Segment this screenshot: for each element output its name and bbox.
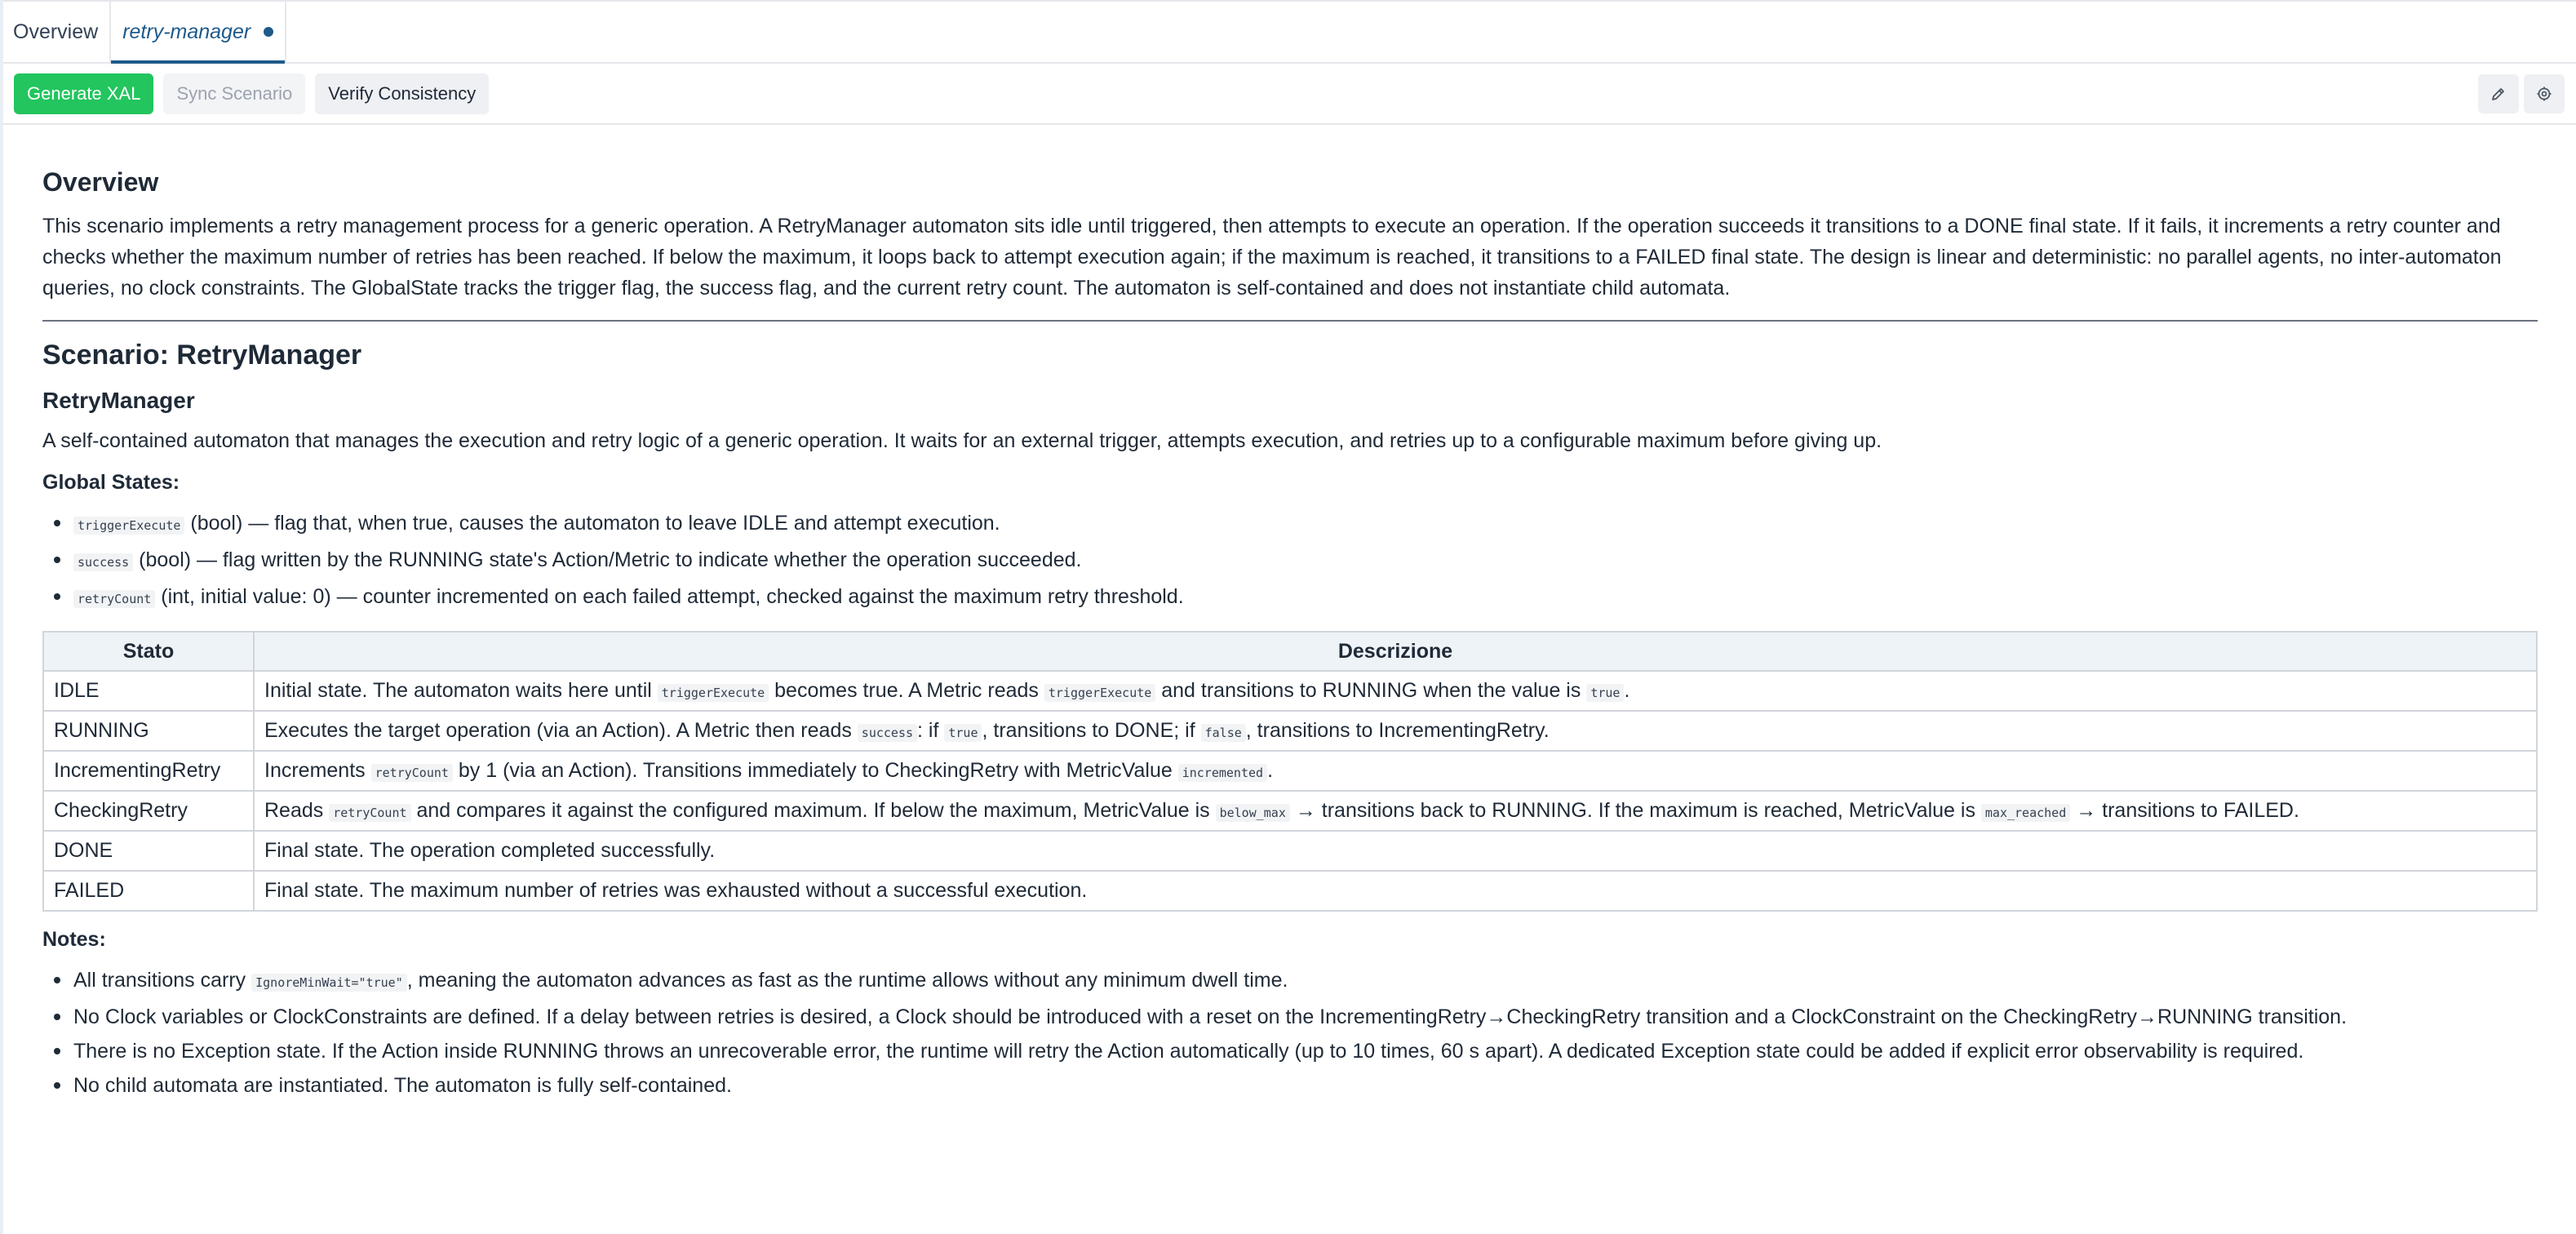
automaton-heading: RetryManager [42, 388, 195, 413]
text-fragment: → transitions to FAILED. [2070, 799, 2299, 822]
tab-overview[interactable] [3, 2, 109, 62]
text-fragment: There is no Exception state. If the Action inside RUNNING throws an unrecoverable error, the runtime will retry the Action automatically (up to 10 times, 60 s apart). A dedicated Exception state could be added if explicit error observability is required. [73, 1040, 2304, 1063]
state-cell: CheckingRetry [43, 791, 254, 831]
text-fragment: : if [917, 719, 945, 742]
states-table [42, 631, 2538, 912]
state-cell: IncrementingRetry [43, 751, 254, 791]
text-fragment: Executes the target operation (via an Action). A Metric then reads [264, 719, 858, 742]
inline-code: success [858, 724, 917, 742]
overview-paragraph: This scenario implements a retry management process for a generic operation. A RetryManager automaton sits idle until triggered, then attempts to execute an operation. If the operation succeeds it transitions to a DONE final state. If it fails, it increments a retry counter and checks whether the maximum number of retries has been reached. If below the maximum, it loops back to attempt execution again; if the maximum is reached, it transitions to a FAILED final state. The design is linear and deterministic: no parallel agents, no inter-automaton queries, no clock constraints. The GlobalState tracks the trigger flag, the success flag, and the current retry count. The automaton is self-contained and does not instantiate child automata. [42, 215, 2502, 300]
tab-bar [3, 0, 2576, 64]
description-cell [254, 751, 2537, 791]
notes-heading: Notes: [42, 928, 106, 951]
verify-consistency-button[interactable]: Verify Consistency [315, 73, 489, 114]
edit-button[interactable] [2478, 74, 2519, 113]
inline-code: triggerExecute [73, 517, 184, 535]
text-fragment: Increments [264, 759, 371, 782]
text-fragment: Final state. The maximum number of retries was exhausted without a successful execution. [264, 879, 1088, 902]
state-cell: DONE [43, 831, 254, 871]
text-fragment: , meaning the automaton advances as fast as the runtime allows without any minimum dwell time. [406, 969, 1288, 992]
description-cell [254, 791, 2537, 831]
scenario-heading: Scenario: RetryManager [42, 340, 362, 371]
inline-code: true [944, 724, 982, 742]
table-row [43, 751, 2537, 791]
text-fragment: and compares it against the configured maximum. If below the maximum, MetricValue is [410, 799, 1216, 822]
inline-code: triggerExecute [1044, 684, 1155, 702]
text-fragment: and transitions to RUNNING when the value is [1155, 679, 1587, 702]
text-fragment: . [1624, 679, 1630, 702]
text-fragment: (bool) — flag written by the RUNNING state's Action/Metric to indicate whether the operation succeeded. [133, 548, 1082, 571]
inline-code: retryCount [73, 590, 155, 608]
pencil-icon [2490, 86, 2507, 102]
column-header-stato: Stato [43, 632, 254, 671]
note-item [42, 1034, 2538, 1068]
settings-button[interactable] [2524, 74, 2565, 113]
table-row [43, 671, 2537, 711]
tab-retry-manager[interactable] [109, 2, 286, 62]
left-rail [0, 0, 3, 1234]
global-states-list [42, 506, 2538, 616]
table-header-row [43, 632, 2537, 671]
inline-code: below_max [1216, 804, 1290, 822]
text-fragment: . [1267, 759, 1274, 782]
column-header-descrizione: Descrizione [254, 632, 2537, 671]
sync-scenario-button[interactable]: Sync Scenario [163, 73, 305, 114]
tab-label: retry-manager [122, 20, 251, 43]
description-cell [254, 871, 2537, 911]
inline-code: max_reached [1981, 804, 2070, 822]
text-fragment: (bool) — flag that, when true, causes the automaton to leave IDLE and attempt execution. [184, 512, 1000, 535]
text-fragment: becomes true. A Metric reads [769, 679, 1044, 702]
notes-list [42, 963, 2538, 1103]
note-item [42, 1068, 2538, 1103]
toolbar-icon-group [2473, 74, 2565, 113]
note-item [42, 1000, 2538, 1034]
text-fragment: , transitions to DONE; if [982, 719, 1201, 742]
inline-code: triggerExecute [658, 684, 769, 702]
inline-code: retryCount [371, 764, 453, 782]
text-fragment: Reads [264, 799, 330, 822]
state-cell: IDLE [43, 671, 254, 711]
automaton-description: A self-contained automaton that manages the execution and retry logic of a generic operation. It waits for an external trigger, attempts execution, and retries up to a configurable maximum before giving up. [42, 429, 1882, 452]
divider [42, 320, 2538, 322]
global-state-item [42, 543, 2538, 579]
document-content [42, 167, 2538, 1117]
table-row [43, 831, 2537, 871]
table-row [43, 791, 2537, 831]
table-row [43, 711, 2537, 751]
text-fragment: Initial state. The automaton waits here until [264, 679, 658, 702]
tab-label: Overview [13, 20, 99, 43]
inline-code: IgnoreMinWait="true" [251, 974, 407, 992]
toolbar [3, 64, 2576, 125]
text-fragment: Final state. The operation completed successfully. [264, 839, 716, 862]
note-item [42, 963, 2538, 1000]
unsaved-dot-icon [264, 27, 273, 37]
text-fragment: All transitions carry [73, 969, 252, 992]
inline-code: false [1201, 724, 1246, 742]
text-fragment: No child automata are instantiated. The automaton is fully self-contained. [73, 1074, 732, 1097]
text-fragment: by 1 (via an Action). Transitions immediately to CheckingRetry with MetricValue [452, 759, 1178, 782]
text-fragment: , transitions to IncrementingRetry. [1245, 719, 1550, 742]
inline-code: success [73, 553, 133, 571]
global-state-item [42, 506, 2538, 543]
global-states-heading: Global States: [42, 471, 180, 494]
state-cell: FAILED [43, 871, 254, 911]
description-cell [254, 711, 2537, 751]
overview-heading: Overview [42, 167, 159, 197]
text-fragment: No Clock variables or ClockConstraints are defined. If a delay between retries is desired, a Clock should be introduced with a reset on the IncrementingRetry→CheckingRetry transition and a ClockConstraint on the CheckingRetry→RUNNING transition. [73, 1005, 2348, 1028]
settings-icon [2536, 86, 2552, 102]
state-cell: RUNNING [43, 711, 254, 751]
generate-xal-button[interactable]: Generate XAL [14, 73, 153, 114]
inline-code: incremented [1178, 764, 1267, 782]
global-state-item [42, 579, 2538, 616]
table-row [43, 871, 2537, 911]
text-fragment: (int, initial value: 0) — counter incremented on each failed attempt, checked against the maximum retry threshold. [155, 585, 1184, 608]
description-cell [254, 831, 2537, 871]
description-cell [254, 671, 2537, 711]
text-fragment: → transitions back to RUNNING. If the maximum is reached, MetricValue is [1289, 799, 1981, 822]
inline-code: retryCount [329, 804, 410, 822]
inline-code: true [1586, 684, 1624, 702]
